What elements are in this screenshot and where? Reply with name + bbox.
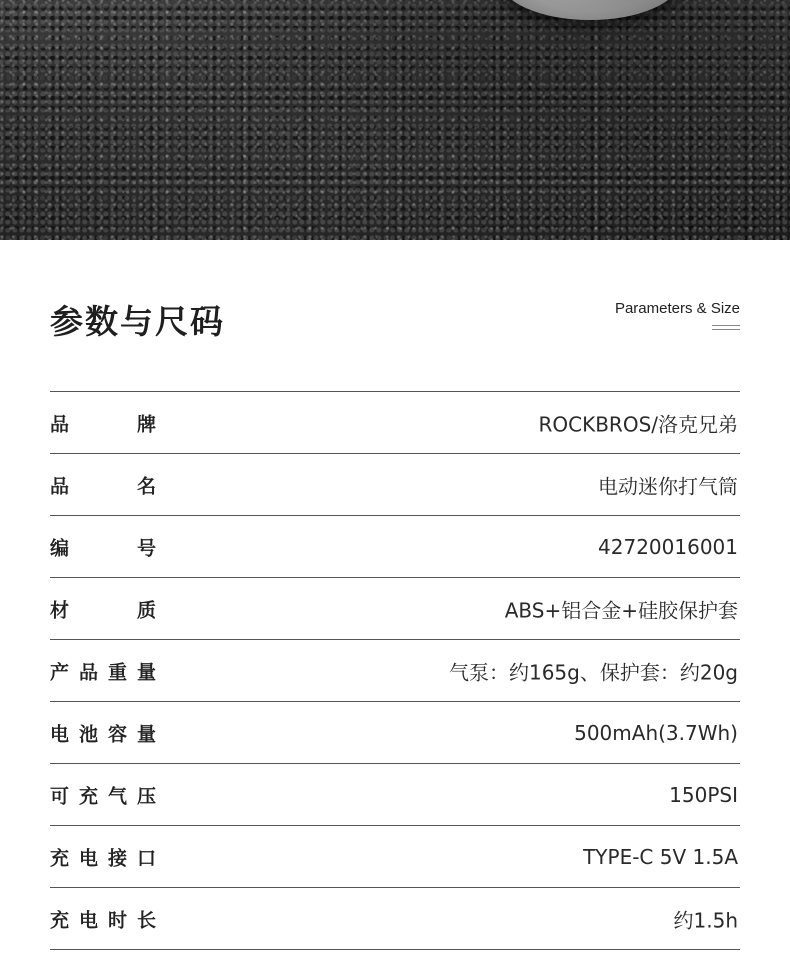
spec-label-char: 名 [136, 475, 156, 497]
spec-value: 42720016001 [598, 534, 738, 559]
spec-row [50, 454, 740, 516]
spec-value: 约1.5h [673, 908, 738, 932]
section-title: 参数与尺码 [50, 302, 225, 341]
hero-image-gravel [0, 0, 790, 240]
spec-label [50, 781, 156, 808]
spec-label [50, 719, 156, 746]
spec-label-char: 容 [107, 723, 127, 745]
spec-row [50, 764, 740, 826]
spec-label-char: 口 [136, 847, 156, 869]
spec-label-char: 重 [107, 661, 127, 683]
spec-label [50, 843, 156, 870]
spec-label-char: 量 [136, 661, 156, 683]
spec-label-char: 产 [50, 661, 70, 683]
spec-label-char: 材 [50, 599, 70, 621]
spec-label-char: 充 [50, 847, 70, 869]
spec-row [50, 392, 740, 454]
section-subtitle: Parameters & Size [614, 300, 740, 317]
spec-label [50, 409, 156, 436]
spec-label [50, 595, 156, 622]
spec-value: ROCKBROS/洛克兄弟 [538, 412, 738, 436]
spec-label-char: 长 [136, 909, 156, 931]
spec-row [50, 826, 740, 888]
spec-label-char: 号 [136, 537, 156, 559]
spec-label [50, 905, 156, 932]
spec-label-char: 接 [107, 847, 127, 869]
spec-label-char: 品 [50, 413, 70, 435]
spec-label-char: 充 [50, 909, 70, 931]
spec-label-char: 池 [78, 723, 98, 745]
spec-label [50, 471, 156, 498]
spec-table [50, 391, 740, 950]
spec-label-char: 时 [107, 909, 127, 931]
spec-label-char: 品 [50, 475, 70, 497]
spec-row [50, 578, 740, 640]
spec-label-char: 质 [136, 599, 156, 621]
spec-value: 气泵：约165g、保护套：约20g [448, 660, 738, 684]
spec-label-char: 充 [78, 785, 98, 807]
spec-value: 150PSI [669, 782, 738, 807]
spec-label-char: 电 [78, 847, 98, 869]
spec-label-char: 电 [50, 723, 70, 745]
spec-label-char: 品 [78, 661, 98, 683]
spec-label [50, 657, 156, 684]
spec-row [50, 888, 740, 950]
spec-label-char: 电 [78, 909, 98, 931]
spec-label [50, 533, 156, 560]
spec-value: ABS+铝合金+硅胶保护套 [504, 598, 738, 622]
spec-label-char: 气 [107, 785, 127, 807]
spec-value: 500mAh(3.7Wh) [574, 720, 738, 745]
spec-label-char: 牌 [136, 413, 156, 435]
spec-row [50, 702, 740, 764]
spec-value: TYPE-C 5V 1.5A [583, 844, 738, 869]
subtitle-decoration [712, 325, 740, 333]
spec-label-char: 编 [50, 537, 70, 559]
spec-label-char: 压 [136, 785, 156, 807]
spec-row [50, 640, 740, 702]
spec-value: 电动迷你打气筒 [598, 474, 738, 498]
spec-label-char: 量 [136, 723, 156, 745]
spec-label-char: 可 [50, 785, 70, 807]
spec-row [50, 516, 740, 578]
